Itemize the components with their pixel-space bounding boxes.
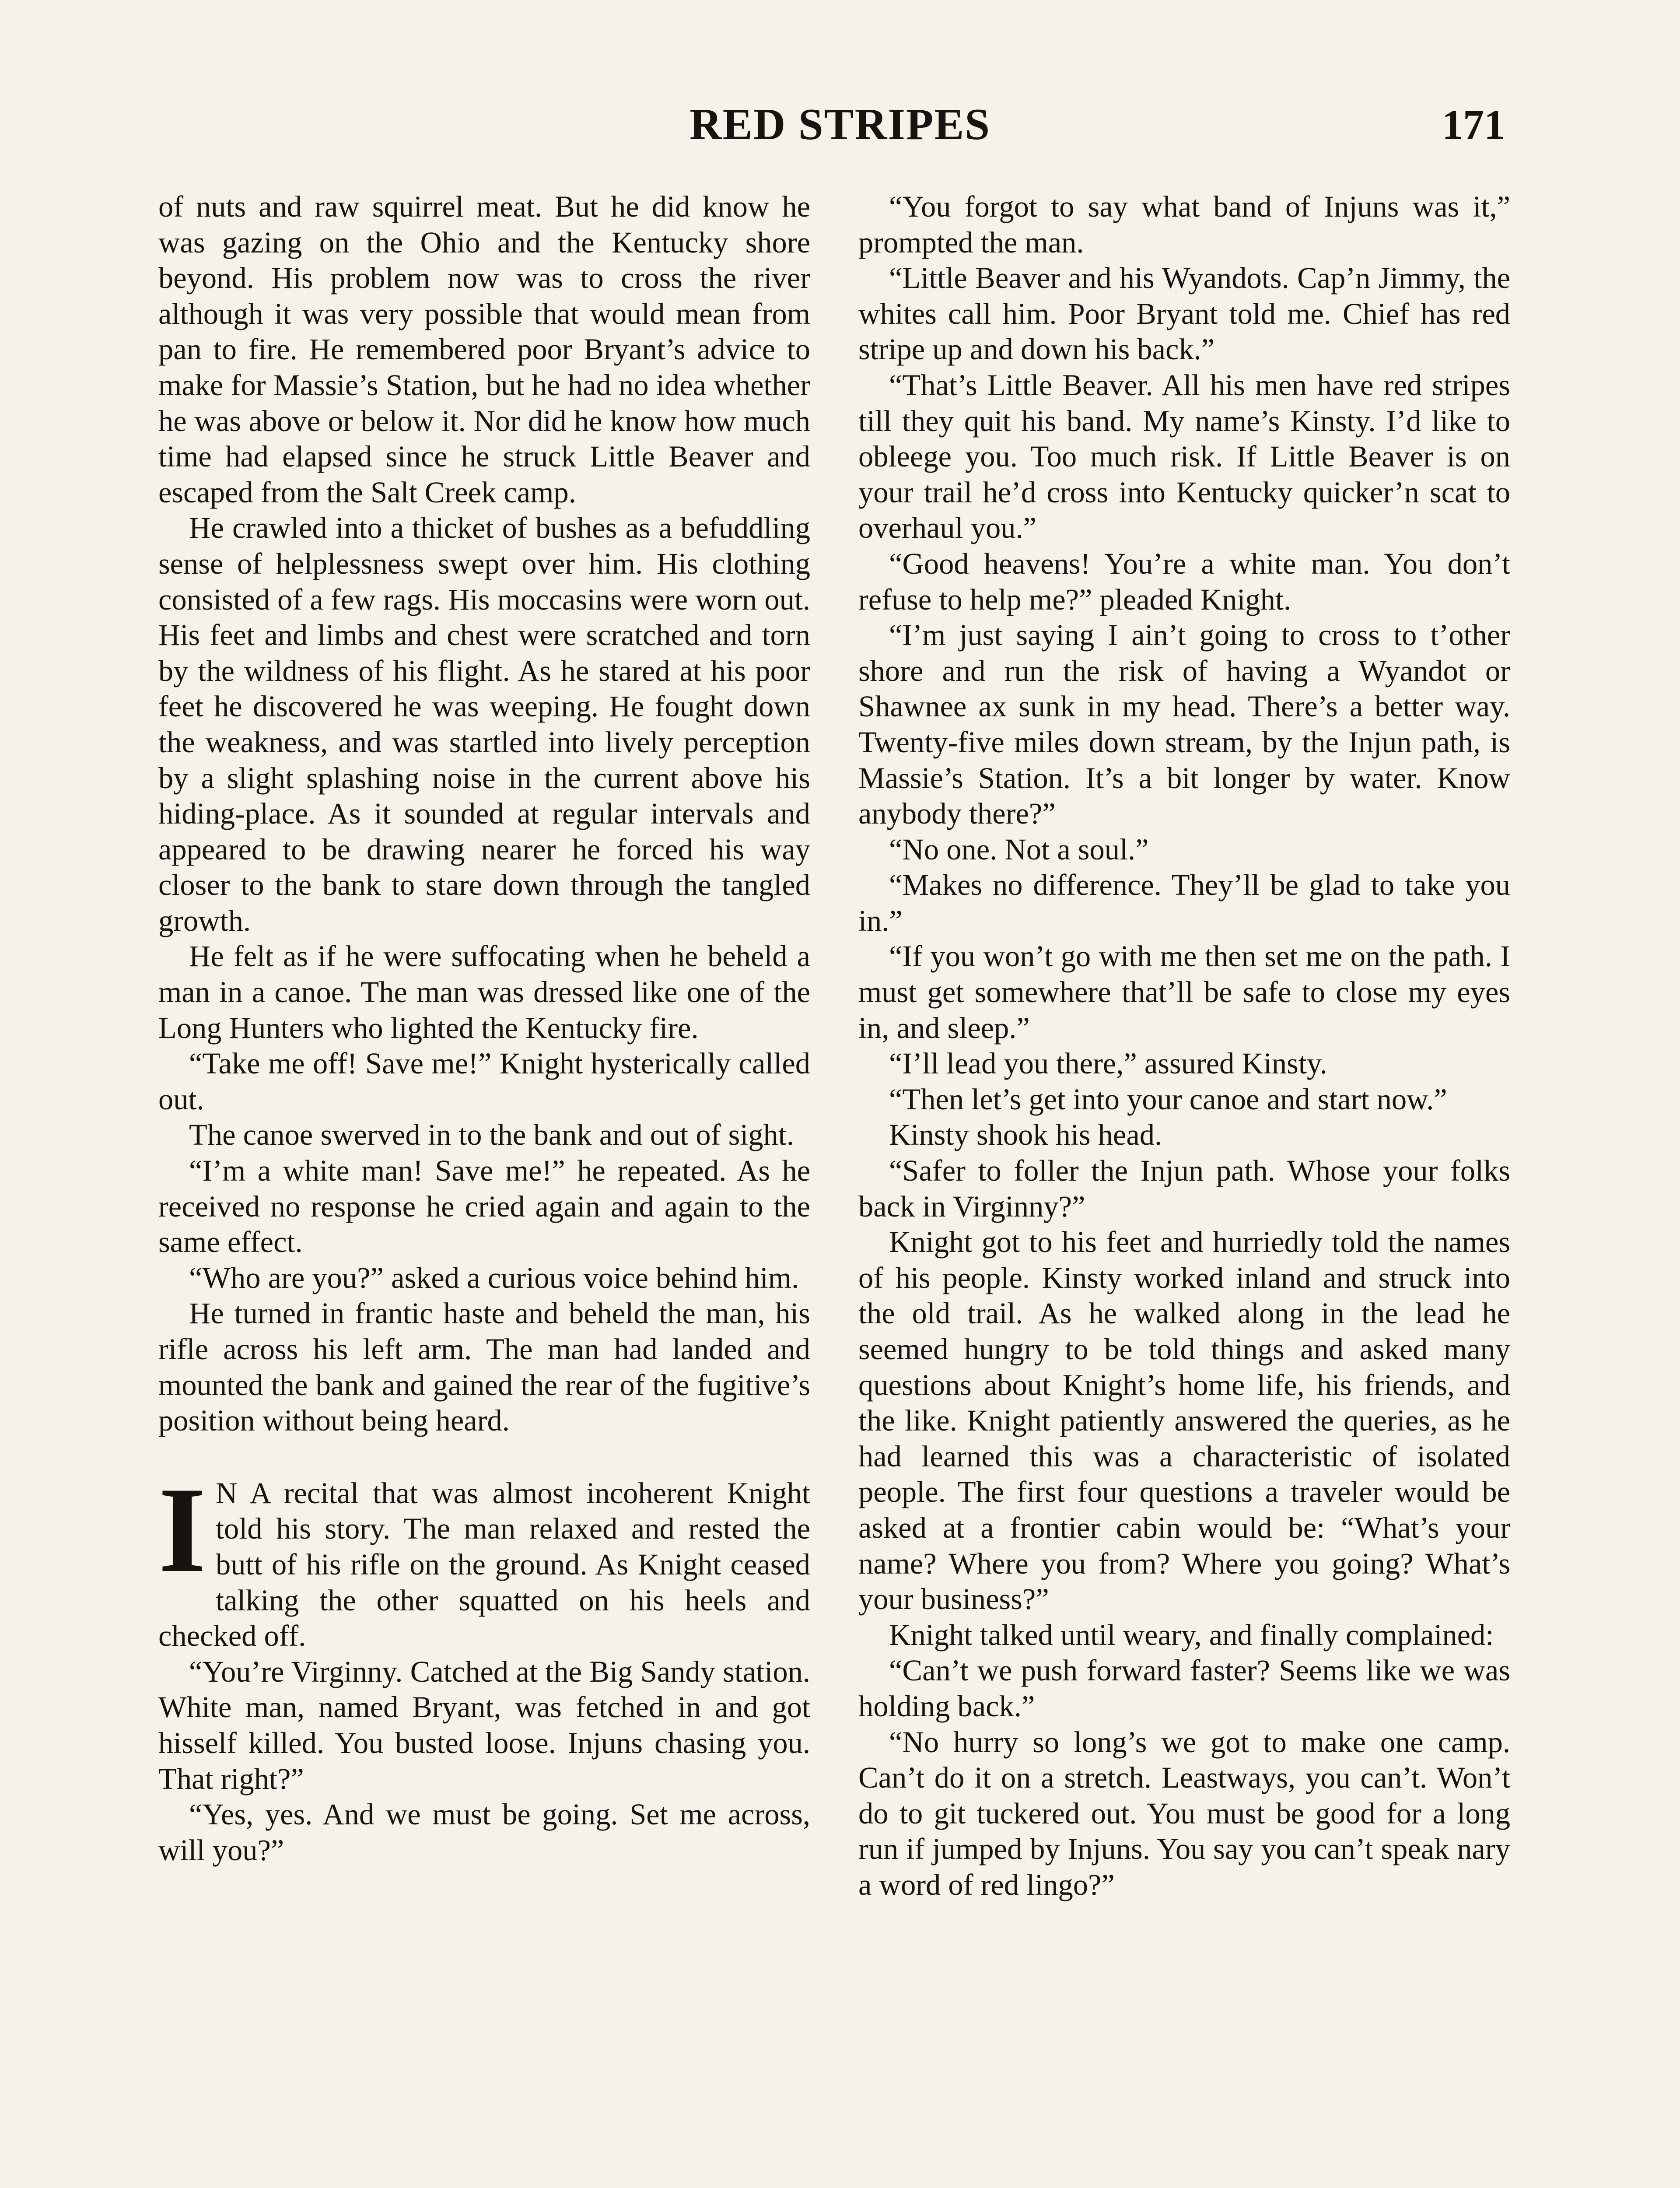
paragraph: Knight talked until weary, and finally complained: <box>889 1618 1494 1652</box>
running-title: RED STRIPES <box>689 100 991 149</box>
paragraph: Knight got to his feet and hurriedly told the names of his people. Kinsty worked inland and struck into the old trail. As he walked along in the lead he seemed hungry to be told things and asked many questions about Knight’s home life, his friends, and the like. Knight patiently answered the queries, as he had learned this was a characteristic of isolated people. The first four questions a traveler would be asked at a frontier cabin would be: “What’s your name? Where you from? Where you going? What’s your business?” <box>858 1225 1510 1616</box>
paragraph: He crawled into a thicket of bushes as a befuddling sense of helplessness swept over him. His clothing consisted of a few rags. His moccasins were worn out. His feet and limbs and chest were scratched and torn by the wildness of his flight. As he stared at his poor feet he discovered he was weeping. He fought down the weakness, and was startled into lively perception by a slight splashing noise in the current above his hiding-place. As it sounded at regular intervals and appeared to be drawing nearer he forced his way closer to the bank to stare down through the tangled growth. <box>158 511 810 937</box>
paragraph: “I’ll lead you there,” assured Kinsty. <box>889 1047 1327 1080</box>
paragraph: “Good heavens! You’re a white man. You don’t refuse to help me?” pleaded Knight. <box>858 547 1510 616</box>
paragraph: “If you won’t go with me then set me on the path. I must get somewhere that’ll be safe to close my eyes in, and sleep.” <box>858 940 1510 1045</box>
paragraph: “No one. Not a soul.” <box>889 832 1149 866</box>
paragraph: He felt as if he were suffocating when he beheld a man in a canoe. The man was dressed like one of the Long Hunters who lighted the Kentucky fire. <box>158 940 810 1045</box>
paragraph: “That’s Little Beaver. All his men have red stripes till they quit his band. My name’s Kinsty. I’d like to obleege you. Too much risk. If Little Beaver is on your trail he’d cross into Kentucky quicker’n scat to overhaul you.” <box>858 368 1510 545</box>
paragraph: “Then let’s get into your canoe and start now.” <box>889 1082 1447 1116</box>
paragraph: “Makes no difference. They’ll be glad to take you in.” <box>858 868 1510 937</box>
paragraph: “Can’t we push forward faster? Seems like we was holding back.” <box>858 1654 1510 1723</box>
paragraph: The canoe swerved in to the bank and out of sight. <box>189 1118 794 1152</box>
page-header <box>0 94 1680 155</box>
section-start-text: N A recital that was almost incoherent Knight told his story. The man relaxed and rested the butt of his rifle on the ground. As Knight ceased talking the other squatted on his heels and checked off. <box>158 1476 810 1653</box>
paragraph: “Safer to foller the Injun path. Whose your folks back in Virginny?” <box>858 1154 1510 1223</box>
page-number: 171 <box>1442 101 1505 148</box>
paragraph: Kinsty shook his head. <box>889 1118 1162 1152</box>
paragraph: “I’m a white man! Save me!” he repeated. As he received no response he cried again and again to the same effect. <box>158 1154 810 1259</box>
paragraph: “Who are you?” asked a curious voice behind him. <box>189 1261 799 1294</box>
paragraph: “Little Beaver and his Wyandots. Cap’n Jimmy, the whites call him. Poor Bryant told me. Chief has red stripe up and down his back.” <box>858 261 1510 366</box>
paragraph: “Take me off! Save me!” Knight hysterically called out. <box>158 1047 810 1116</box>
left-column <box>158 189 810 1868</box>
paragraph: of nuts and raw squirrel meat. But he did know he was gazing on the Ohio and the Kentucky shore beyond. His problem now was to cross the river although it was very possible that would mean from pan to fire. He remembered poor Bryant’s advice to make for Massie’s Station, but he had no idea whether he was above or below it. Nor did he know how much time had elapsed since he struck Little Beaver and escaped from the Salt Creek camp. <box>158 190 810 509</box>
paragraph: “You’re Virginny. Catched at the Big Sandy station. White man, named Bryant, was fetched in and got hisself killed. You busted loose. Injuns chasing you. That right?” <box>158 1655 810 1795</box>
paragraph: He turned in frantic haste and beheld the man, his rifle across his left arm. The man had landed and mounted the bank and gained the rear of the fugitive’s position without being heard. <box>158 1297 810 1438</box>
right-column <box>858 189 1510 1903</box>
paragraph: “Yes, yes. And we must be going. Set me across, will you?” <box>158 1798 810 1867</box>
section-start-paragraph <box>158 1461 810 1654</box>
paragraph: “No hurry so long’s we got to make one camp. Can’t do it on a stretch. Leastways, you can’t. Won’t do to git tuckered out. You must be good for a long run if jumped by Injuns. You say you can’t speak nary a word of red lingo?” <box>858 1725 1510 1901</box>
paragraph: “You forgot to say what band of Injuns was it,” prompted the man. <box>858 190 1510 259</box>
paragraph: “I’m just saying I ain’t going to cross to t’other shore and run the risk of having a Wyandot or Shawnee ax sunk in my head. There’s a better way. Twenty-five miles down stream, by the Injun path, is Massie’s Station. It’s a bit longer by water. Know anybody there?” <box>858 618 1510 831</box>
drop-cap: I <box>158 1461 206 1598</box>
